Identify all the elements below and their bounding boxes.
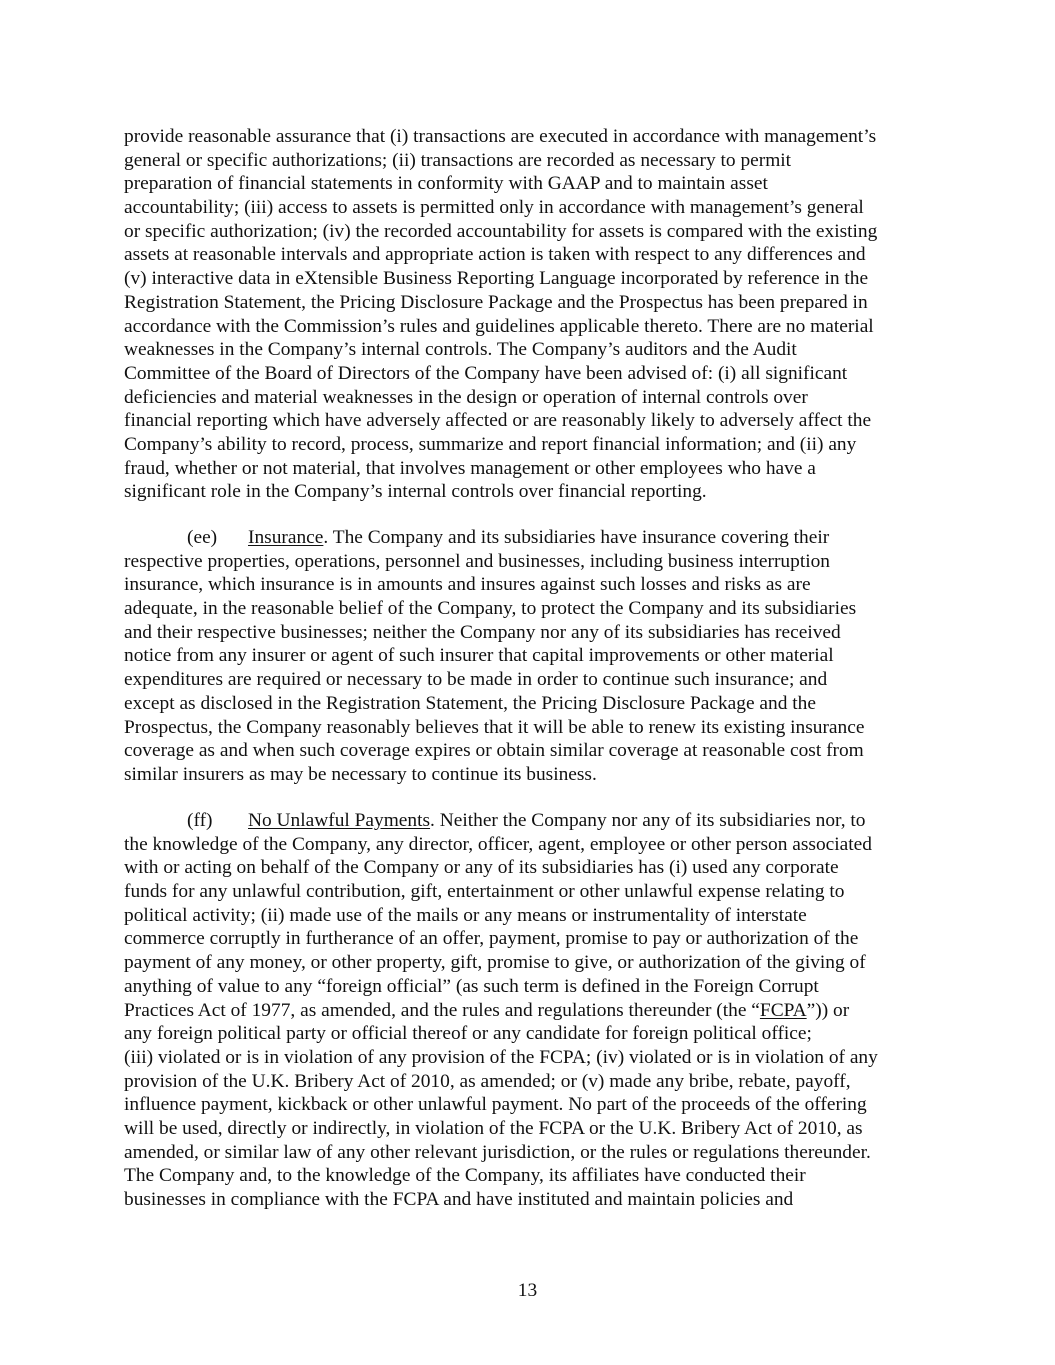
paragraph-ee-insurance [124,526,944,787]
text-line: accordance with the Commission’s rules and guidelines applicable thereto. There are no material [124,315,874,337]
defined-term: FCPA [759,999,807,1021]
text-line: commerce corruptly in furtherance of an offer, payment, promise to pay or authorization of the [124,928,859,950]
text-line: Registration Statement, the Pricing Disclosure Package and the Prospectus has been prepared in [124,291,868,313]
text-line: similar insurers as may be necessary to continue its business. [124,763,597,785]
text-line: (iii) violated or is in violation of any provision of the FCPA; (iv) violated or is in violation of any [124,1046,878,1068]
text-line: and their respective businesses; neither the Company nor any of its subsidiaries has received [124,621,841,643]
text-line: provision of the U.K. Bribery Act of 2010, as amended; or (v) made any bribe, rebate, payoff, [124,1070,851,1092]
page-number: 13 [517,1280,538,1301]
section-heading: No Unlawful Payments [248,810,431,831]
text-line: weaknesses in the Company’s internal controls. The Company’s auditors and the Audit [124,339,797,361]
text-line: amended, or similar law of any other relevant jurisdiction, or the rules or regulations thereunder. [124,1141,871,1163]
text-line: assets at reasonable intervals and appropriate action is taken with respect to any differences and [124,244,866,266]
text-line: political activity; (ii) made use of the mails or any means or instrumentality of interstate [124,904,807,926]
text-line: general or specific authorizations; (ii) transactions are recorded as necessary to permit [124,149,792,171]
paragraph-ff-no-unlawful-payments [124,809,944,1212]
text-line: with or acting on behalf of the Company or any of its subsidiaries has (i) used any corporate [124,857,839,879]
text-line: businesses in compliance with the FCPA and have instituted and maintain policies and [124,1189,794,1210]
text-line: coverage as and when such coverage expires or obtain similar coverage at reasonable cost from [124,740,864,762]
text-line: financial reporting which have adversely affected or are reasonably likely to adversely affect the [124,410,872,432]
text-line: any foreign political party or official thereof or any candidate for foreign political office; [124,1023,812,1045]
text-line: influence payment, kickback or other unlawful payment. No part of the proceeds of the offering [124,1094,867,1116]
text-line: payment of any money, or other property, gift, promise to give, or authorization of the giving of [124,952,866,974]
text-line: significant role in the Company’s internal controls over financial reporting. [124,481,707,503]
text-line: accountability; (iii) access to assets is permitted only in accordance with management’s general [124,197,864,219]
text-line: (v) interactive data in eXtensible Business Reporting Language incorporated by reference in the [124,268,869,290]
text-line: Prospectus, the Company reasonably believes that it will be able to renew its existing insurance [124,716,865,738]
text-line: preparation of financial statements in conformity with GAAP and to maintain asset [124,173,768,195]
text-segment: ”)) or [806,999,850,1021]
text-line: insurance, which insurance is in amounts and insures against such losses and risks as are [124,574,811,596]
text-line: anything of value to any “foreign official” (as such term is defined in the Foreign Corrupt [124,975,819,997]
text-line: notice from any insurer or agent of such insurer that capital improvements or other material [124,645,834,667]
text-line: expenditures are required or necessary to be made in order to continue such insurance; and [124,669,828,691]
paragraph-first-line [124,526,944,550]
paragraph-internal-controls-continued [124,125,944,504]
section-label: (ee) [187,527,218,548]
text-line: Committee of the Board of Directors of the Company have been advised of: (i) all significant [124,362,848,384]
text-line: or specific authorization; (iv) the recorded accountability for assets is compared with the existing [124,220,878,242]
text-line: adequate, in the reasonable belief of the Company, to protect the Company and its subsidiaries [124,598,857,620]
text-line: The Company and, to the knowledge of the Company, its affiliates have conducted their [124,1165,806,1187]
text-line: except as disclosed in the Registration Statement, the Pricing Disclosure Package and the [124,692,816,714]
text-segment: . Neither the Company nor any of its subsidiaries nor, to [430,810,866,831]
section-heading-wrap [248,809,865,833]
text-line: provide reasonable assurance that (i) transactions are executed in accordance with management’s [124,126,877,147]
section-heading-wrap [248,526,829,550]
text-line: Company’s ability to record, process, summarize and report financial information; and (ii) any [124,433,857,455]
text-line: fraud, whether or not material, that involves management or other employees who have a [124,457,816,479]
section-heading: Insurance [248,527,324,548]
text-line: respective properties, operations, personnel and businesses, including business interruption [124,550,830,572]
text-line [124,999,944,1023]
text-line: deficiencies and material weaknesses in the design or operation of internal controls over [124,386,808,408]
section-label: (ff) [187,810,213,831]
text-line: will be used, directly or indirectly, in violation of the FCPA or the U.K. Bribery Act of 2010, as [124,1117,863,1139]
text-line: the knowledge of the Company, any director, officer, agent, employee or other person associated [124,833,872,855]
text-segment: . The Company and its subsidiaries have insurance covering their [323,527,830,548]
text-segment: Practices Act of 1977, as amended, and the rules and regulations thereunder (the “ [124,999,760,1021]
text-line: funds for any unlawful contribution, gift, entertainment or other unlawful expense relating to [124,881,845,903]
paragraph-first-line [124,809,944,833]
